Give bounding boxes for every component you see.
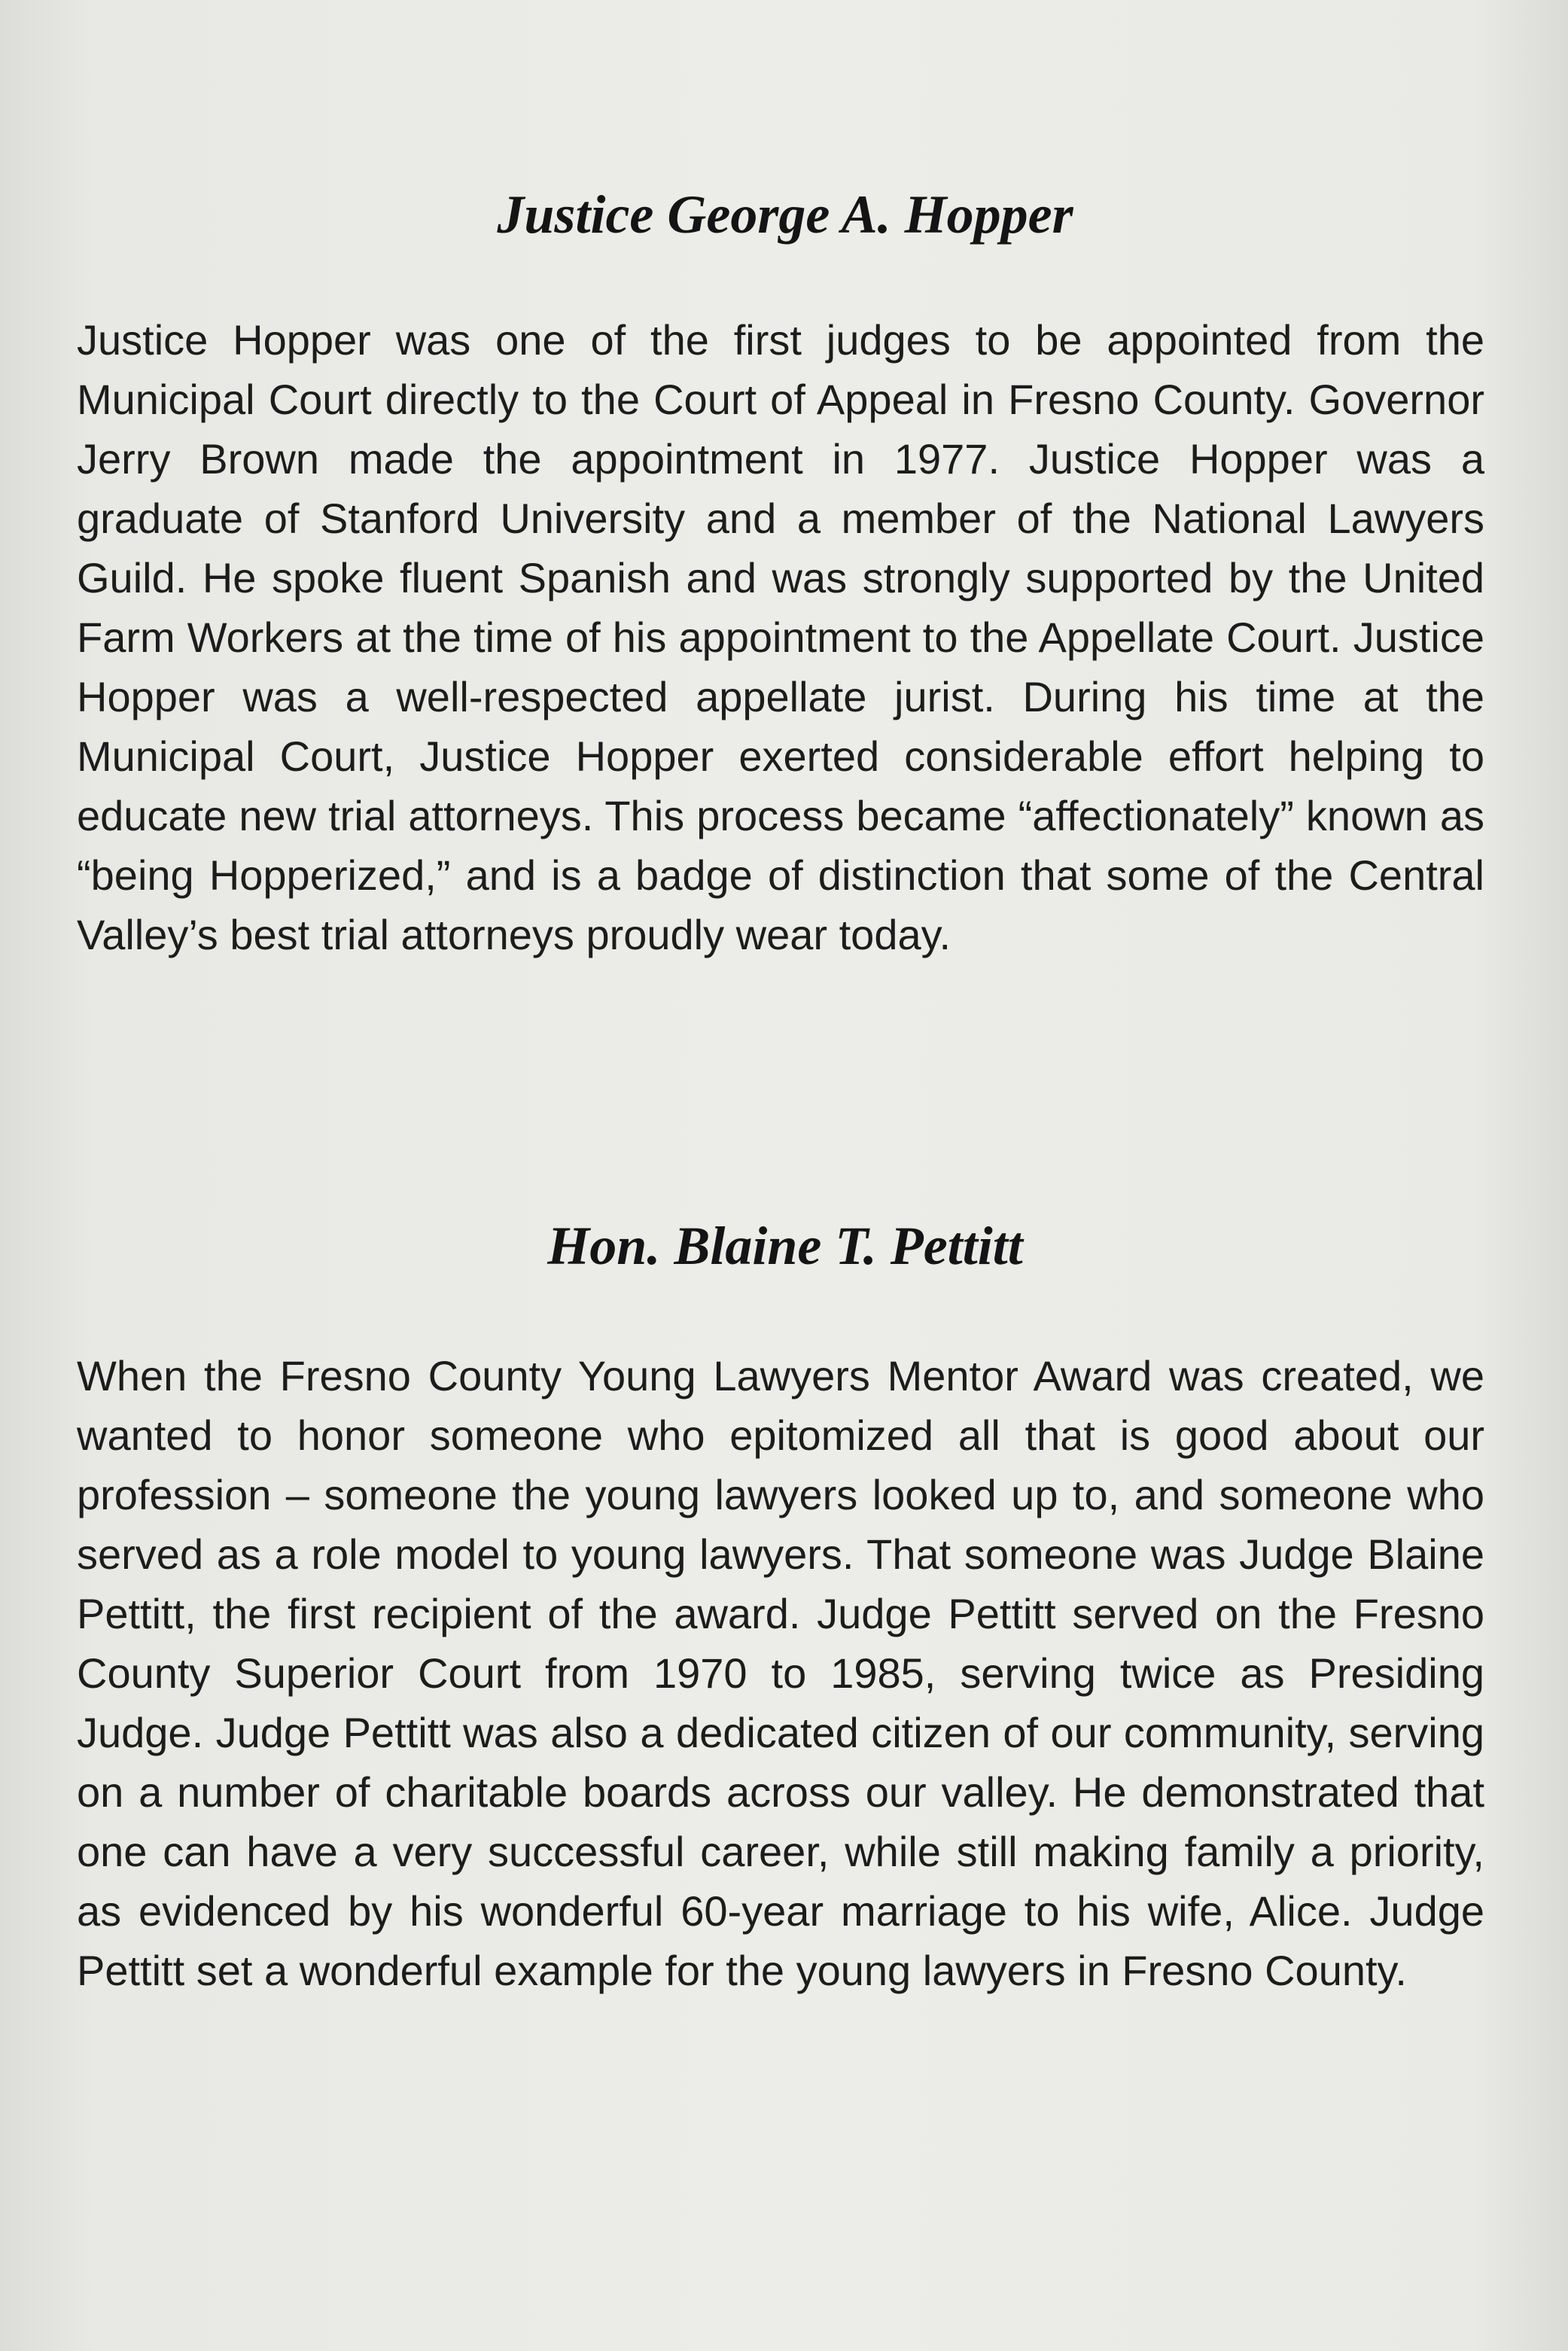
section-pettitt: [77, 1212, 1484, 2000]
section-heading: Justice George A. Hopper: [497, 184, 1073, 245]
section-paragraph: Justice Hopper was one of the first judges to be appointed from the Municipal Court directly to the Court of Appeal in Fresno County. Governor Jerry Brown made the appointment in 1977. Justice Hopper was a graduate of Stanford University and a member of the National Lawyers Guild. He spoke fluent Spanish and was strongly supported by the United Farm Workers at the time of his appointment to the Appellate Court. Justice Hopper was a well-respected appellate jurist. During his time at the Municipal Court, Justice Hopper exerted considerable effort helping to educate new trial attorneys. This process became “affectionately” known as “being Hopperized,” and is a badge of distinction that some of the Central Valley’s best trial attorneys proudly wear today.: [77, 316, 1484, 958]
section-hopper: [77, 181, 1484, 964]
section-paragraph: When the Fresno County Young Lawyers Mentor Award was created, we wanted to honor someone who epitomized all that is good about our profession – someone the young lawyers looked up to, and someone who served as a role model to young lawyers. That someone was Judge Blaine Pettitt, the first recipient of the award. Judge Pettitt served on the Fresno County Superior Court from 1970 to 1985, serving twice as Presiding Judge. Judge Pettitt was also a dedicated citizen of our community, serving on a number of charitable boards across our valley. He demonstrated that one can have a very successful career, while still making family a priority, as evidenced by his wonderful 60-year marriage to his wife, Alice. Judge Pettitt set a wonderful example for the young lawyers in Fresno County.: [77, 1352, 1484, 1994]
section-heading: Hon. Blaine T. Pettitt: [547, 1216, 1023, 1276]
